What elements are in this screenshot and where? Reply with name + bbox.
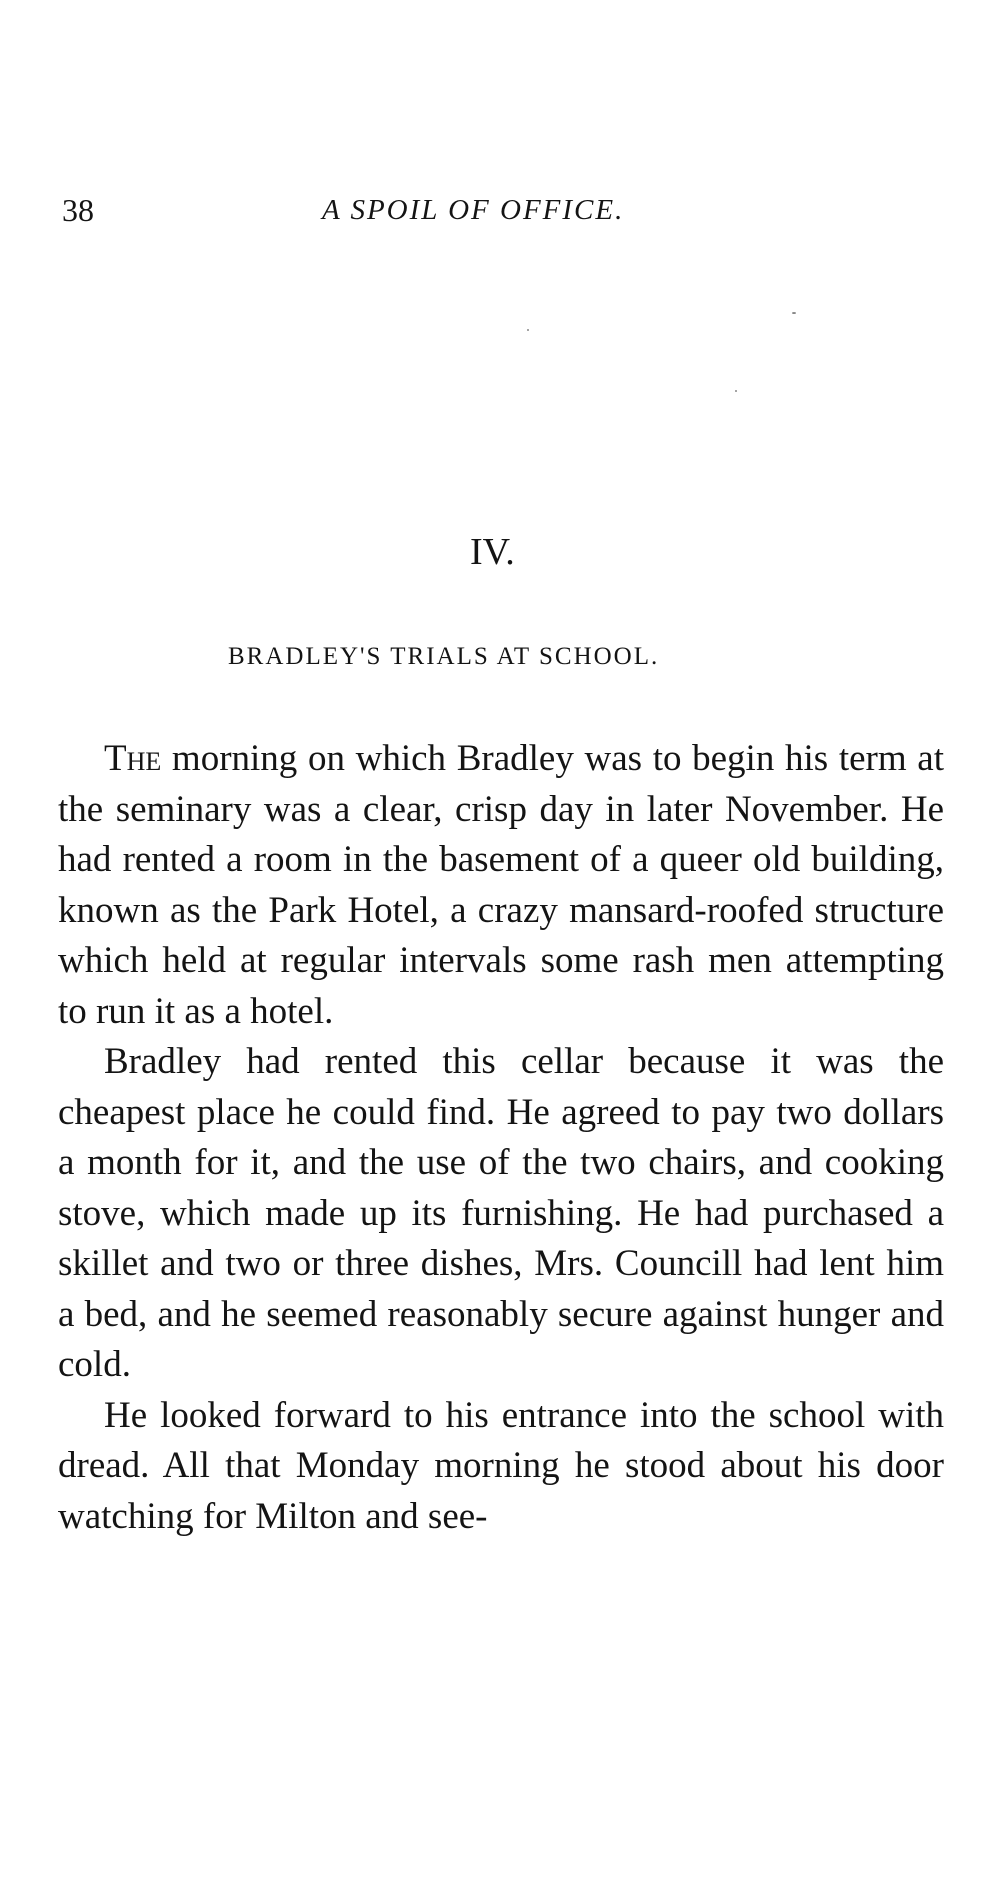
paragraph-2: Bradley had rented this cellar because it was the cheapest place he could find. He agreed to pay two dollars a month for it, and the use of the two chairs, and cooking stove, which made up its furnishing. He had purchased a skillet and two or three dishes, Mrs. Councill had lent him a bed, and he seemed reasonably secure against hunger and cold. [58,1041,944,1385]
page-number: 38 [62,192,94,228]
paragraph-3: He looked forward to his entrance into the school with dread. All that Monday morning he stood about his door watching for Milton and see- [58,1394,944,1537]
body-text [58,734,944,1542]
ink-speck [735,390,737,392]
paragraph-1 [58,734,944,1037]
paragraph-1-text: morning on which Bradley was to begin his term at the seminary was a clear, crisp day in later November. He had rented a room in the basement of a queer old building, known as the Park Hotel, a crazy mansard-roofed structure which held at regular intervals some rash men attempting to run it as a hotel. [58,738,944,1032]
paragraph-lead-word: The [104,738,162,779]
running-title: A SPOIL OF OFFICE. [322,194,625,226]
ink-speck [792,312,796,314]
chapter-title: BRADLEY'S TRIALS AT SCHOOL. [228,643,660,670]
ink-speck [527,329,529,331]
running-head [62,188,942,232]
chapter-number: IV. [470,531,515,573]
